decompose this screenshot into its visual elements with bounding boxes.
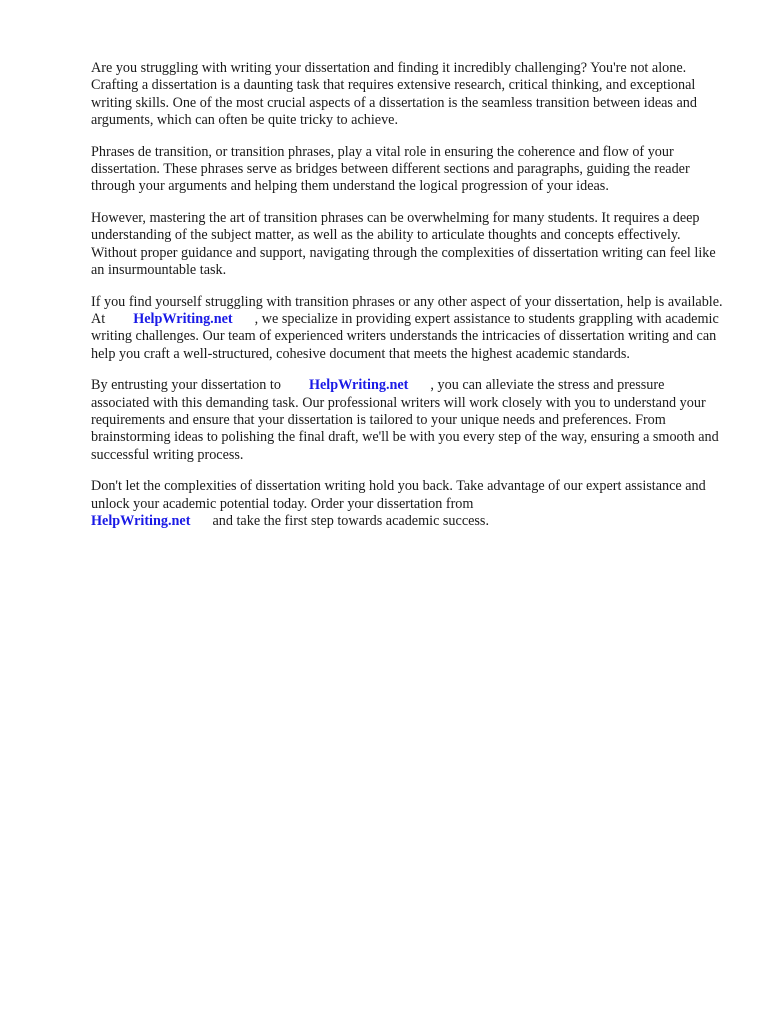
paragraph-text: , you can alleviate the stress and pressure associated with this demanding task. Our professional writers will work closely with you to understand your requirements and ensure that your dissertation is tailored to your unique needs and preferences. From brainstorming ideas to polishing the final draft, we'll be with you every step of the way, ensuring a smooth and successful writing process. <box>91 377 719 463</box>
paragraph-intro: Are you struggling with writing your dissertation and finding it incredibly challenging? You're not alone. Crafting a dissertation is a daunting task that requires extensive research, critical thinking, and exceptional writing skills. One of the most crucial aspects of a dissertation is the seamless transition between ideas and arguments, which can often be quite tricky to achieve. <box>91 60 697 128</box>
paragraph-text: Don't let the complexities of dissertation writing hold you back. Take advantage of our expert assistance and unlock your academic potential today. Order your dissertation from <box>91 478 706 512</box>
paragraph-text: By entrusting your dissertation to <box>91 377 281 394</box>
paragraph-text: If you find yourself struggling with transition phrases or any other aspect of your dissertation, help is available. At <box>91 293 723 328</box>
paragraph-transition-phrases: Phrases de transition, or transition phrases, play a vital role in ensuring the coherence and flow of your dissertation. These phrases serve as bridges between different sections and paragraphs, guiding the reader through your arguments and helping them understand the logical progression of your ideas. <box>91 143 690 195</box>
helpwriting-link[interactable]: HelpWriting.net <box>308 377 409 394</box>
paragraph-entrusting <box>91 377 723 463</box>
paragraph-text: and take the first step towards academic success. <box>212 513 490 530</box>
paragraph-call-to-action <box>91 478 723 530</box>
helpwriting-link[interactable]: HelpWriting.net <box>91 513 191 530</box>
helpwriting-link[interactable]: HelpWriting.net <box>133 311 233 328</box>
paragraph-text: , we specialize in providing expert assistance to students grappling with academic writing challenges. Our team of experienced writers understands the intricacies of dissertation writing and can help you craft a well-structured, cohesive document that meets the highest academic standards. <box>91 311 719 362</box>
paragraph-help-available <box>91 294 723 363</box>
document-body <box>91 60 723 545</box>
paragraph-mastering: However, mastering the art of transition phrases can be overwhelming for many students. It requires a deep understanding of the subject matter, as well as the ability to articulate thoughts and concepts effectively. Without proper guidance and support, navigating through the complexities of dissertation writing can feel like an insurmountable task. <box>91 210 716 278</box>
